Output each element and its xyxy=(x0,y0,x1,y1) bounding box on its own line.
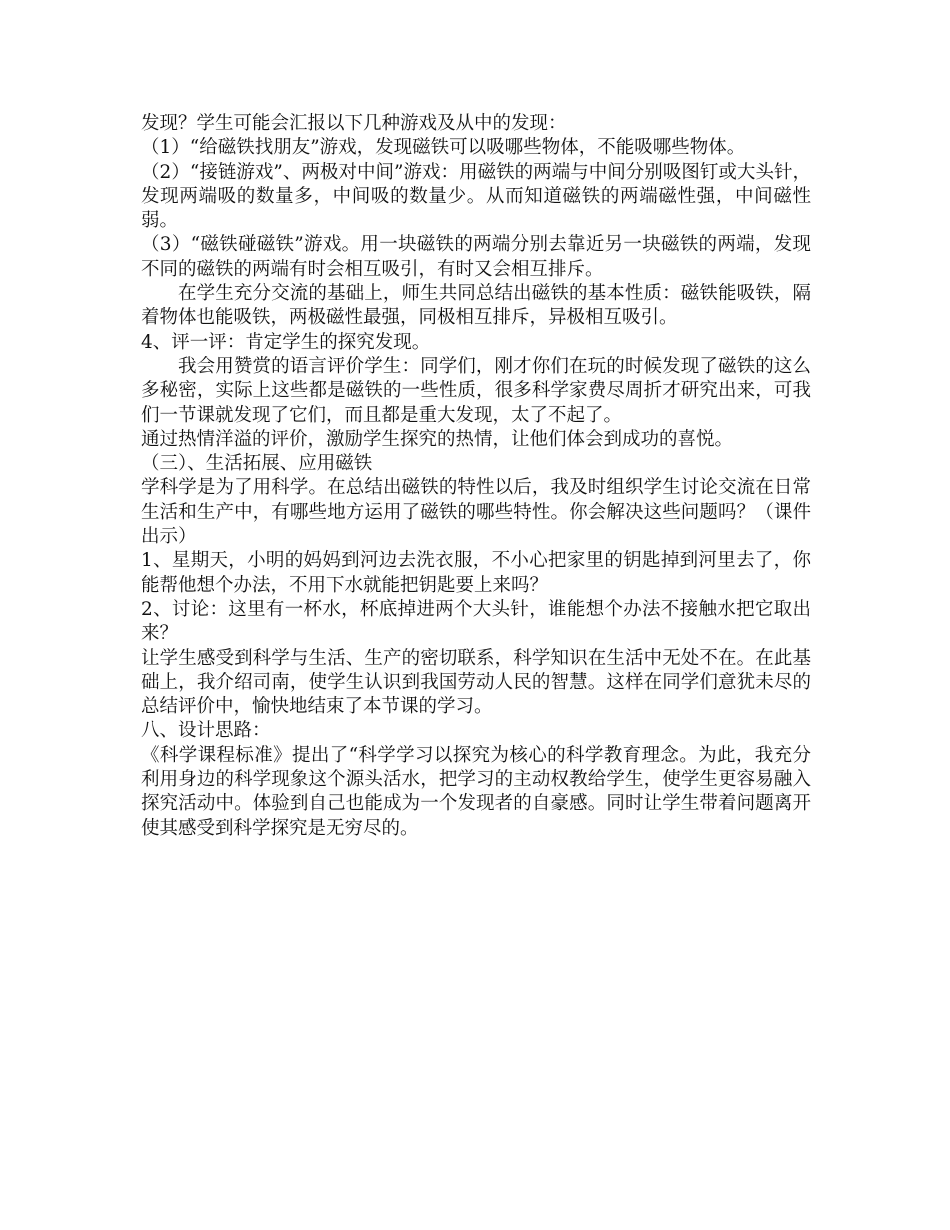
game-item-3: （3）“磁铁碰磁铁”游戏。用一块磁铁的两端分别去靠近另一块磁铁的两端，发现不同的磁铁的两端有时会相互吸引，有时又会相互排斥。 xyxy=(141,234,811,280)
evaluation-paragraph: 我会用赞赏的语言评价学生：同学们，刚才你们在玩的时候发现了磁铁的这么多秘密，实际上这些都是磁铁的一些性质，很多科学家费尽周折才研究出来，可我们一节课就发现了它们，而且都是重大发现，太了不起了。 xyxy=(141,355,811,426)
application-intro-paragraph: 学科学是为了用科学。在总结出磁铁的特性以后，我及时组织学生讨论交流在日常生活和生产中，有哪些地方运用了磁铁的哪些特性。你会解决这些问题吗？（课件出示） xyxy=(141,477,811,548)
intro-paragraph: 发现？学生可能会汇报以下几种游戏及从中的发现： xyxy=(141,113,567,134)
game-item-2: （2）“接链游戏”、两极对中间”游戏：用磁铁的两端与中间分别吸图钉或大头针，发现两端吸的数量多，中间吸的数量少。从而知道磁铁的两端磁性强，中间磁性弱。 xyxy=(141,161,811,232)
section-heading-evaluate: 4、评一评：肯定学生的探究发现。 xyxy=(141,331,431,353)
question-2: 2、讨论：这里有一杯水，杯底掉进两个大头针，谁能想个办法不接触水把它取出来？ xyxy=(141,598,811,645)
question-1: 1、星期天，小明的妈妈到河边去洗衣服，不小心把家里的钥匙掉到河里去了，你能帮他想个办法，不用下水就能把钥匙要上来吗？ xyxy=(141,550,811,596)
section-heading-design: 八、设计思路： xyxy=(141,720,271,742)
evaluation-purpose-paragraph: 通过热情洋溢的评价，激励学生探究的热情，让他们体会到成功的喜悦。 xyxy=(141,428,734,450)
summary-paragraph: 在学生充分交流的基础上，师生共同总结出磁铁的基本性质：磁铁能吸铁，隔着物体也能吸铁，两极磁性最强，同极相互排斥，异极相互吸引。 xyxy=(141,283,811,329)
design-paragraph: 《科学课程标准》提出了“科学学习以探究为核心的科学教育理念。为此，我充分利用身边的科学现象这个源头活水，把学习的主动权教给学生，使学生更容易融入探究活动中。体验到自己也能成为一个发现者的自豪感。同时让学生带着问题离开使其感受到科学探究是无穷尽的。 xyxy=(141,744,811,839)
connection-paragraph: 让学生感受到科学与生活、生产的密切联系，科学知识在生活中无处不在。在此基础上，我介绍司南，使学生认识到我国劳动人民的智慧。这样在同学们意犹未尽的总结评价中，愉快地结束了本节课的学习。 xyxy=(141,647,811,718)
document-body xyxy=(141,112,811,841)
game-item-1: （1）“给磁铁找朋友”游戏，发现磁铁可以吸哪些物体，不能吸哪些物体。 xyxy=(141,137,746,159)
section-heading-life-application: （三）、生活拓展、应用磁铁 xyxy=(141,453,373,475)
